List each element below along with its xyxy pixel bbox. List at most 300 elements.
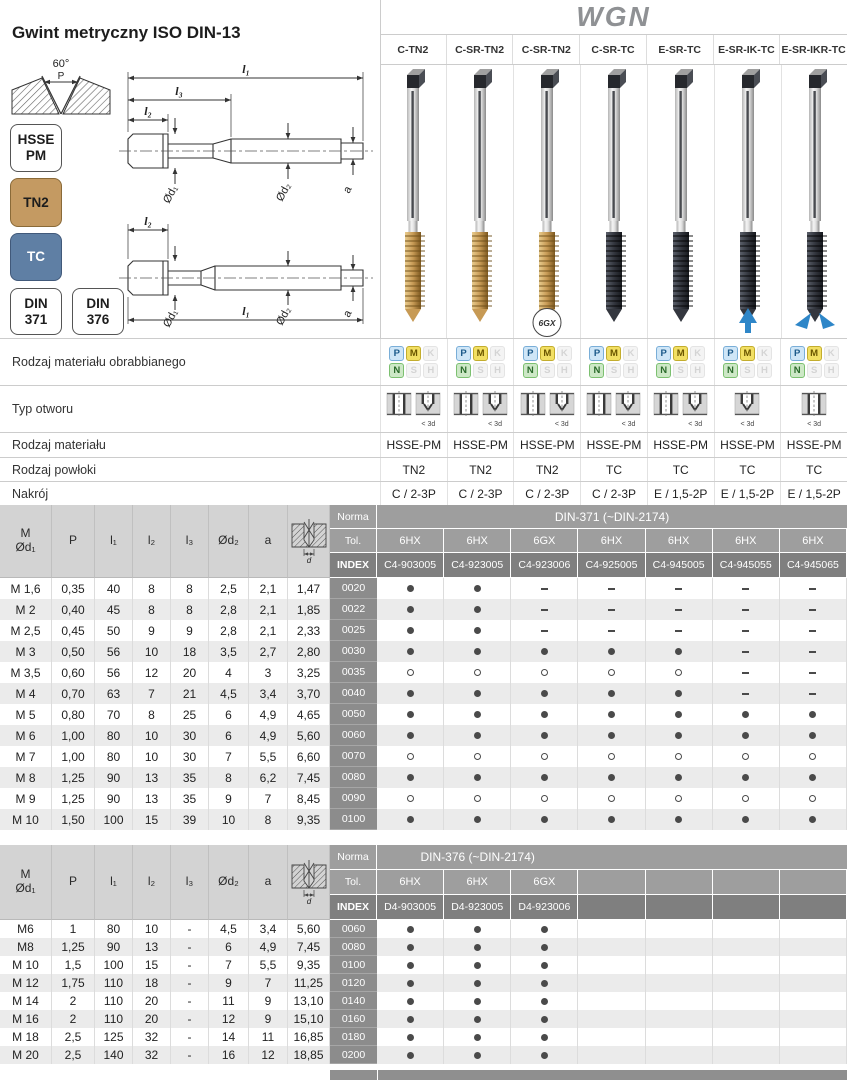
product-photo-cell (380, 65, 447, 338)
svg-text:a: a (341, 308, 355, 320)
svg-text:d: d (306, 897, 311, 905)
availability-cell (444, 641, 511, 662)
availability-cell (511, 599, 578, 620)
availability-cell (511, 1028, 578, 1046)
filled-dot (407, 998, 414, 1005)
material-group-grid (389, 346, 438, 378)
open-dot (608, 795, 615, 802)
svg-text:l₃: l₃ (175, 84, 183, 98)
dash-mark (675, 609, 682, 611)
chamfer-label: Nakrój (12, 486, 49, 501)
availability-cell (377, 662, 444, 683)
availability-cell (780, 767, 847, 788)
availability-cell (780, 746, 847, 767)
value-cell: 2,1 (249, 599, 288, 620)
norma-value: DIN-376 (~DIN-2174) (377, 845, 578, 870)
value-cell: 6 (209, 725, 249, 746)
value-cell: 11 (209, 992, 249, 1010)
material-group-badge-n: N (723, 363, 738, 378)
coating-value-cell: TC (647, 458, 714, 481)
value-cell: 0,45 (52, 620, 95, 641)
value-cell: 4,5 (209, 920, 249, 938)
dimension-drawing (113, 56, 379, 336)
value-cell: 20 (171, 662, 209, 683)
availability-cell (646, 599, 713, 620)
hole-through-icon (586, 391, 612, 420)
availability-empty-cell (578, 938, 645, 956)
index-code-cell: 0030 (330, 641, 377, 662)
coating-value-cell: TN2 (447, 458, 514, 481)
svg-text:l₁: l₁ (242, 304, 250, 318)
index-empty-cell (780, 895, 847, 920)
dim-header-5: Ød₂ (209, 845, 249, 920)
availability-cell (713, 746, 780, 767)
material-group-badge-m: M (540, 346, 555, 361)
availability-cell (646, 620, 713, 641)
filled-dot (407, 606, 414, 613)
value-cell: 0,70 (52, 683, 95, 704)
value-cell: 2,5 (209, 578, 249, 599)
availability-cell (713, 578, 780, 599)
value-cell: 90 (95, 788, 133, 809)
hole-type-cell (513, 386, 580, 432)
index-label: INDEX (330, 553, 377, 578)
coating-label: Rodzaj powłoki (12, 462, 97, 477)
material-value-cell: HSSE-PM (780, 433, 847, 457)
availability-cell (444, 683, 511, 704)
filled-dot (541, 816, 548, 823)
availability-empty-cell (646, 956, 713, 974)
filled-dot (474, 627, 481, 634)
value-cell: 6,60 (288, 746, 330, 767)
value-cell: 4,9 (249, 725, 288, 746)
availability-cell (444, 956, 511, 974)
coating-value-cell: TC (780, 458, 847, 481)
index-code-header: C4-945055 (713, 553, 780, 578)
dash-mark (742, 630, 749, 632)
availability-empty-cell (713, 992, 780, 1010)
material-value-cell: HSSE-PM (714, 433, 781, 457)
availability-cell (444, 662, 511, 683)
index-code-cell: 0040 (330, 683, 377, 704)
chamfer-value-cell: C / 2-3P (580, 482, 647, 505)
value-cell: 90 (95, 938, 133, 956)
hole-through-column (653, 391, 679, 420)
value-cell: M 12 (0, 974, 52, 992)
hole-through-column (386, 391, 412, 420)
material-value-cell: HSSE-PM (580, 433, 647, 457)
value-cell: M 14 (0, 992, 52, 1010)
norma-label: Norma (330, 845, 377, 870)
value-cell: 10 (209, 809, 249, 830)
value-cell: 12 (249, 1046, 288, 1064)
machining-material-cell (647, 339, 714, 385)
svg-text:d: d (306, 556, 311, 564)
availability-empty-cell (578, 956, 645, 974)
value-cell: 15 (133, 809, 171, 830)
svg-text:l₂: l₂ (144, 104, 152, 118)
page-title: Gwint metryczny ISO DIN-13 (12, 22, 241, 42)
value-cell: 40 (95, 578, 133, 599)
value-cell: M 18 (0, 1028, 52, 1046)
value-cell: M6 (0, 920, 52, 938)
material-group-badge-s: S (740, 363, 755, 378)
value-cell: M 7 (0, 746, 52, 767)
availability-cell (511, 620, 578, 641)
material-row (0, 432, 847, 457)
value-cell: 0,50 (52, 641, 95, 662)
availability-empty-cell (578, 1046, 645, 1064)
value-cell: 8 (209, 767, 249, 788)
tol-label: Tol. (330, 870, 377, 895)
open-dot (474, 795, 481, 802)
material-group-badge-s: S (406, 363, 421, 378)
value-cell: 2,8 (209, 620, 249, 641)
value-cell: 7,45 (288, 938, 330, 956)
value-cell: 9 (249, 992, 288, 1010)
availability-cell (377, 704, 444, 725)
coating-value-cell: TN2 (513, 458, 580, 481)
filled-dot (474, 816, 481, 823)
value-cell: 3,5 (209, 641, 249, 662)
hole-icons (386, 391, 441, 428)
tap-image (782, 65, 847, 338)
hole-through-icon (801, 391, 827, 420)
filled-dot (407, 774, 414, 781)
svg-text:Ød₂: Ød₂ (274, 181, 294, 204)
availability-cell (578, 788, 645, 809)
filled-dot (474, 1034, 481, 1041)
dash-mark (742, 588, 749, 590)
availability-empty-cell (713, 938, 780, 956)
value-cell: 5,5 (249, 746, 288, 767)
material-group-badge-s: S (606, 363, 621, 378)
material-label: Rodzaj materiału (12, 438, 106, 452)
dim-header-6: a (249, 845, 288, 920)
dash-mark (742, 609, 749, 611)
value-cell: 3,25 (288, 662, 330, 683)
drill-diameter-icon (289, 518, 329, 564)
filled-dot (608, 816, 615, 823)
value-cell: 140 (95, 1046, 133, 1064)
index-empty-cell (578, 895, 645, 920)
filled-dot (541, 962, 548, 969)
availability-cell (444, 1046, 511, 1064)
filled-dot (541, 690, 548, 697)
availability-cell (713, 641, 780, 662)
value-cell: 8,45 (288, 788, 330, 809)
availability-cell (377, 746, 444, 767)
value-cell: 32 (133, 1046, 171, 1064)
availability-cell (444, 746, 511, 767)
value-cell: 5,60 (288, 920, 330, 938)
filled-dot (608, 648, 615, 655)
svg-text:Ød₂: Ød₂ (274, 305, 294, 328)
value-cell: 25 (171, 704, 209, 725)
value-cell: 7,45 (288, 767, 330, 788)
material-group-badge-h: H (690, 363, 705, 378)
product-photo-cell (782, 65, 847, 338)
value-cell: 10 (133, 746, 171, 767)
filled-dot (407, 690, 414, 697)
availability-cell (377, 938, 444, 956)
hole-depth-note: < 3d (621, 420, 636, 428)
filled-dot (407, 711, 414, 718)
filled-dot (809, 816, 816, 823)
filled-dot (474, 1016, 481, 1023)
value-cell: 70 (95, 704, 133, 725)
filled-dot (541, 944, 548, 951)
availability-cell (780, 683, 847, 704)
availability-cell (377, 1046, 444, 1064)
index-code-cell: 0100 (330, 956, 377, 974)
index-code-cell: 0080 (330, 938, 377, 956)
open-dot (608, 669, 615, 676)
tap-image (581, 65, 647, 338)
svg-text:Ød₁: Ød₁ (161, 183, 181, 206)
dash-mark (742, 651, 749, 653)
availability-cell (780, 809, 847, 830)
filled-dot (541, 926, 548, 933)
availability-empty-cell (780, 992, 847, 1010)
tolerance-empty-cell (780, 870, 847, 895)
availability-cell (377, 599, 444, 620)
value-cell: 4,9 (249, 704, 288, 725)
filled-dot (608, 774, 615, 781)
open-dot (675, 795, 682, 802)
availability-cell (377, 920, 444, 938)
tolerance-cell: 6HX (377, 529, 444, 553)
value-cell: M 6 (0, 725, 52, 746)
hole-through-icon (653, 391, 679, 420)
material-group-badge-p: P (656, 346, 671, 361)
index-code-cell: 0120 (330, 974, 377, 992)
index-code-cell: 0090 (330, 788, 377, 809)
product-column-header: E-SR-IKR-TC (781, 43, 846, 56)
value-cell: 7 (209, 746, 249, 767)
availability-empty-cell (713, 974, 780, 992)
filled-dot (541, 998, 548, 1005)
product-photo-cell (447, 65, 514, 338)
availability-cell (713, 662, 780, 683)
availability-cell (646, 809, 713, 830)
value-cell: 35 (171, 788, 209, 809)
filled-dot (407, 944, 414, 951)
index-code-cell: 0060 (330, 920, 377, 938)
availability-cell (511, 938, 578, 956)
availability-empty-cell (646, 920, 713, 938)
product-column-header: C-SR-TN2 (513, 35, 580, 64)
open-dot (541, 795, 548, 802)
open-dot (474, 669, 481, 676)
value-cell: 3,4 (249, 920, 288, 938)
availability-cell (377, 992, 444, 1010)
availability-cell (780, 578, 847, 599)
value-cell: M 16 (0, 1010, 52, 1028)
availability-cell (578, 620, 645, 641)
value-cell: M 3 (0, 641, 52, 662)
material-group-badge-p: P (589, 346, 604, 361)
hole-through-column (801, 391, 827, 428)
badge-hsse-pm: HSSE PM (10, 124, 62, 172)
value-cell: 10 (133, 641, 171, 662)
availability-cell (511, 641, 578, 662)
din371-table (0, 505, 847, 830)
availability-cell (578, 767, 645, 788)
hole-type-cell (714, 386, 781, 432)
material-group-badge-m: M (406, 346, 421, 361)
value-cell: 20 (133, 992, 171, 1010)
open-dot (675, 669, 682, 676)
hole-type-row (0, 385, 847, 432)
value-cell: 2,7 (249, 641, 288, 662)
dash-mark (608, 609, 615, 611)
availability-empty-cell (780, 956, 847, 974)
index-code-cell: 0025 (330, 620, 377, 641)
index-code-cell: 0022 (330, 599, 377, 620)
value-cell: 110 (95, 1010, 133, 1028)
product-column-header: C-SR-TC (580, 35, 647, 64)
value-cell: 11,25 (288, 974, 330, 992)
value-cell: - (171, 992, 209, 1010)
value-cell: - (171, 920, 209, 938)
material-group-badge-k: K (757, 346, 772, 361)
material-group-badge-p: P (523, 346, 538, 361)
tap-image (514, 65, 580, 338)
dim-header-2: l₁ (95, 845, 133, 920)
dash-mark (675, 588, 682, 590)
availability-cell (511, 1010, 578, 1028)
index-code-header: D4-923006 (511, 895, 578, 920)
hole-type-cell (780, 386, 847, 432)
chamfer-value-cell: E / 1,5-2P (714, 482, 781, 505)
hole-blind-icon (415, 391, 441, 420)
open-dot (742, 795, 749, 802)
availability-cell (578, 662, 645, 683)
value-cell: M 4 (0, 683, 52, 704)
value-cell: 4,9 (249, 938, 288, 956)
dim-header-1: P (52, 845, 95, 920)
machining-material-cell (380, 339, 447, 385)
availability-cell (511, 809, 578, 830)
dash-mark (608, 588, 615, 590)
dash-mark (809, 588, 816, 590)
value-cell: 45 (95, 599, 133, 620)
material-group-badge-n: N (456, 363, 471, 378)
tolerance-empty-cell (578, 870, 645, 895)
product-photo-cell (581, 65, 648, 338)
hole-icons (453, 391, 508, 428)
value-cell: 8 (171, 599, 209, 620)
machining-material-cell (580, 339, 647, 385)
tolerance-cell: 6GX (511, 870, 578, 895)
filled-dot (541, 980, 548, 987)
value-cell: 8 (133, 599, 171, 620)
value-cell: 18,85 (288, 1046, 330, 1064)
filled-dot (742, 732, 749, 739)
value-cell: 21 (171, 683, 209, 704)
hole-blind-column (734, 391, 760, 428)
availability-cell (377, 974, 444, 992)
filled-dot (742, 816, 749, 823)
material-group-badge-k: K (557, 346, 572, 361)
dash-mark (809, 630, 816, 632)
filled-dot (809, 774, 816, 781)
availability-cell (780, 788, 847, 809)
hole-icons (520, 391, 575, 428)
filled-dot (809, 711, 816, 718)
tap-image (648, 65, 714, 338)
availability-cell (646, 662, 713, 683)
availability-cell (780, 599, 847, 620)
value-cell: 125 (95, 1028, 133, 1046)
material-group-badge-m: M (740, 346, 755, 361)
availability-cell (444, 992, 511, 1010)
availability-empty-cell (713, 920, 780, 938)
availability-cell (578, 746, 645, 767)
machining-material-label: Rodzaj materiału obrabbianego (12, 355, 186, 369)
value-cell: M8 (0, 938, 52, 956)
tap-image (715, 65, 781, 338)
dash-mark (742, 672, 749, 674)
hole-through-icon (453, 391, 479, 420)
availability-cell (377, 956, 444, 974)
filled-dot (675, 690, 682, 697)
hole-depth-note: < 3d (421, 420, 436, 428)
machining-material-cell (513, 339, 580, 385)
open-dot (608, 753, 615, 760)
value-cell: 80 (95, 920, 133, 938)
open-dot (541, 753, 548, 760)
filled-dot (675, 711, 682, 718)
hole-through-icon (520, 391, 546, 420)
index-label: INDEX (330, 895, 377, 920)
availability-cell (377, 809, 444, 830)
index-code-header: D4-903005 (377, 895, 444, 920)
brand-box (380, 0, 847, 35)
dim-header-m: M Ød₁ (0, 845, 52, 920)
badge-tn2: TN2 (10, 178, 62, 227)
availability-cell (578, 704, 645, 725)
filled-dot (541, 1016, 548, 1023)
value-cell: M 1,6 (0, 578, 52, 599)
value-cell: 9 (209, 974, 249, 992)
hole-depth-note: < 3d (554, 420, 569, 428)
availability-empty-cell (578, 1028, 645, 1046)
coating-value-cell: TC (714, 458, 781, 481)
availability-cell (444, 767, 511, 788)
value-cell: - (171, 1010, 209, 1028)
availability-cell (713, 725, 780, 746)
availability-cell (444, 704, 511, 725)
svg-text:Ød₁: Ød₁ (161, 307, 181, 330)
availability-cell (578, 725, 645, 746)
value-cell: 6 (209, 938, 249, 956)
filled-dot (675, 648, 682, 655)
availability-cell (444, 920, 511, 938)
product-column-header: E-SR-TC (647, 35, 714, 64)
product-column-header: E-SR-IK-TC (714, 35, 781, 64)
value-cell: - (171, 1046, 209, 1064)
value-cell: 0,35 (52, 578, 95, 599)
material-group-badge-m: M (606, 346, 621, 361)
chamfer-row (0, 481, 847, 505)
filled-dot (474, 606, 481, 613)
filled-dot (407, 648, 414, 655)
value-cell: 30 (171, 746, 209, 767)
filled-dot (474, 926, 481, 933)
value-cell: 2,1 (249, 620, 288, 641)
